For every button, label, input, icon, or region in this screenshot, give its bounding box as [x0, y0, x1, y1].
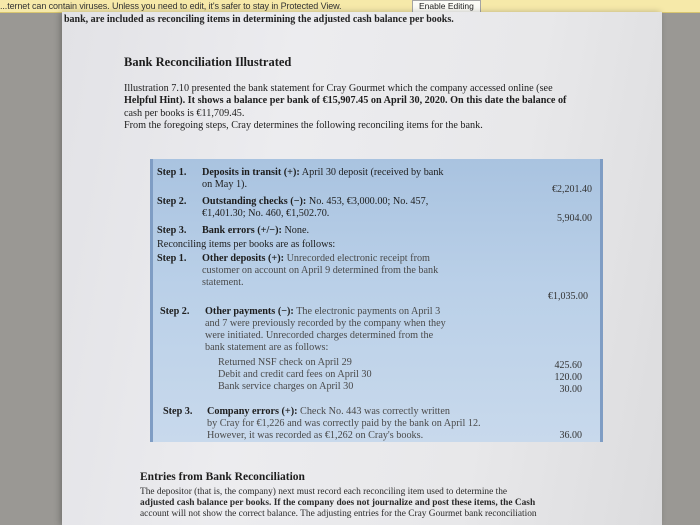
step-title: Other deposits (+): — [202, 253, 285, 264]
step-text: bank statement are as follows: — [205, 342, 329, 353]
step-label: Step 3. — [157, 225, 187, 236]
step-title: Company errors (+): — [207, 406, 298, 417]
step-label: Step 1. — [157, 253, 187, 264]
step-text: No. 453, €3,000.00; No. 457, — [308, 196, 429, 207]
step-text: and 7 were previously recorded by the company when they — [205, 318, 446, 329]
charge-item: Returned NSF check on April 29 — [218, 357, 352, 368]
step-text: However, it was recorded as €1,262 on Cray's books. — [207, 430, 424, 441]
book-step2-line — [205, 306, 440, 318]
step-text: The electronic payments on April 3 — [296, 306, 441, 317]
footer-paragraph — [140, 487, 580, 521]
intro-paragraph — [124, 83, 609, 133]
step-text: on May 1). — [202, 179, 247, 190]
enable-editing-button[interactable]: Enable Editing — [412, 0, 481, 13]
step3-line — [202, 225, 309, 237]
entries-title: Entries from Bank Reconciliation — [140, 471, 305, 483]
step2-line — [202, 196, 428, 208]
step-label: Step 3. — [163, 406, 193, 417]
books-heading: Reconciling items per books are as follows: — [157, 239, 336, 250]
charge-item: Bank service charges on April 30 — [218, 381, 354, 392]
intro-line: cash per books is €11,709.45. — [124, 107, 245, 119]
step-amount: €1,035.00 — [548, 291, 588, 302]
step-text: statement. — [202, 277, 244, 288]
step-text: €1,401.30; No. 460, €1,502.70. — [202, 208, 330, 219]
charge-amount: 425.60 — [554, 360, 582, 371]
step-label: Step 2. — [157, 196, 187, 207]
charge-amount: 30.00 — [559, 384, 582, 395]
step-text: by Cray for €1,226 and was correctly paid by the bank on April 12. — [207, 418, 481, 429]
footer-line: adjusted cash balance per books. If the company does not journalize and post these items, the Cash — [140, 498, 536, 509]
book-step1-line — [202, 253, 430, 265]
step-title: Bank errors (+/−): — [202, 225, 282, 236]
intro-line: Helpful Hint). It shows a balance per bank of €15,907.45 on April 30, 2020. On this date the balance of — [124, 95, 567, 107]
step-amount: 5,904.00 — [557, 213, 592, 224]
step-amount: €2,201.40 — [552, 184, 592, 195]
step-label: Step 1. — [157, 167, 187, 178]
step-text: were initiated. Unrecorded charges determined from the — [205, 330, 434, 341]
section-title: Bank Reconciliation Illustrated — [124, 55, 292, 69]
step-text: customer on account on April 9 determined from the bank — [202, 265, 439, 276]
step-title: Other payments (−): — [205, 306, 294, 317]
intro-line: Illustration 7.10 presented the bank statement for Cray Gourmet which the company accessed online (see — [124, 83, 553, 94]
step-text: April 30 deposit (received by bank — [301, 167, 444, 178]
step-title: Deposits in transit (+): — [202, 167, 300, 178]
charge-item: Debit and credit card fees on April 30 — [218, 369, 372, 380]
footer-line: The depositor (that is, the company) next must record each reconciling item used to determine the — [140, 487, 508, 497]
step-text: Unrecorded electronic receipt from — [286, 253, 430, 264]
protected-view-message: ...ternet can contain viruses. Unless you need to edit, it's safer to stay in Protected View. — [0, 1, 342, 11]
step-text: None. — [284, 225, 310, 236]
intro-line: From the foregoing steps, Cray determines the following reconciling items for the bank. — [124, 120, 483, 132]
step1-line — [202, 167, 444, 179]
footer-line: account will not show the correct balance. The adjusting entries for the Cray Gourmet bank reconciliation — [140, 509, 537, 520]
previous-text-line: bank, are included as reconciling items in determining the adjusted cash balance per books. — [64, 14, 454, 25]
step-amount: 36.00 — [559, 430, 582, 441]
charge-amount: 120.00 — [554, 372, 582, 383]
book-step3-line — [207, 406, 450, 418]
step-title: Outstanding checks (−): — [202, 196, 307, 207]
step-label: Step 2. — [160, 306, 190, 317]
step-text: Check No. 443 was correctly written — [300, 406, 450, 417]
